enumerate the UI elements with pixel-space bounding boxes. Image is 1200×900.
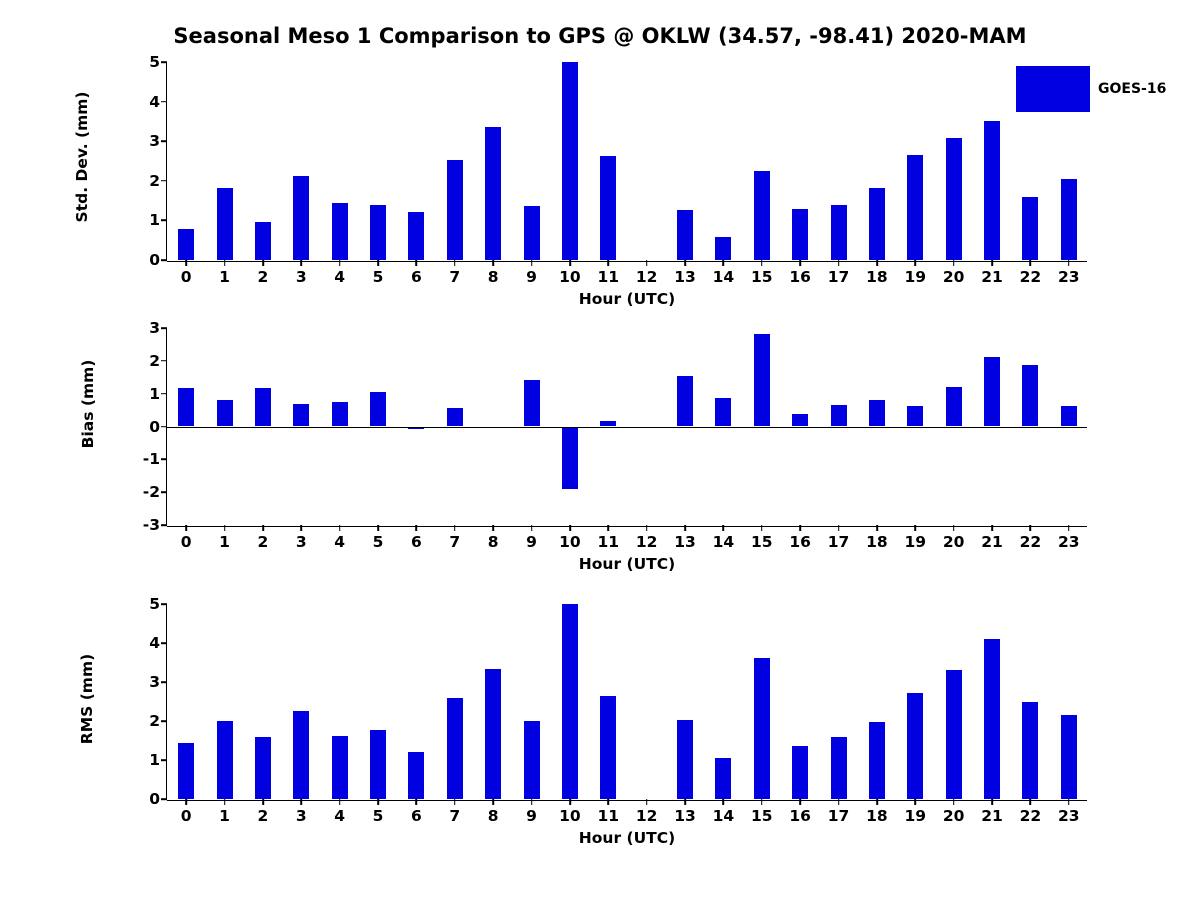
y-axis-label-bias: Bias (mm) (79, 359, 97, 449)
x-tick-label: 2 (257, 533, 269, 551)
bar (600, 696, 616, 799)
y-tick-label: 2 (149, 171, 160, 190)
x-tick-label: 2 (257, 807, 269, 825)
bar (754, 171, 770, 260)
x-tick-label: 2 (257, 268, 269, 286)
x-tick-label: 4 (334, 807, 346, 825)
y-tick-label: 4 (149, 634, 160, 652)
x-tick-mark (1068, 799, 1070, 805)
x-tick-mark (761, 799, 763, 805)
y-tick-mark (161, 491, 167, 493)
x-tick-mark (608, 799, 610, 805)
bar (869, 400, 885, 426)
x-tick-mark (684, 260, 686, 266)
x-tick-label: 15 (751, 268, 773, 286)
x-tick-mark (339, 799, 341, 805)
x-tick-label: 11 (597, 807, 620, 825)
x-tick-mark (339, 260, 341, 266)
x-tick-mark (416, 260, 418, 266)
x-tick-mark (838, 799, 840, 805)
bar (408, 212, 424, 260)
x-tick-mark (454, 799, 456, 805)
x-tick-mark (646, 525, 648, 531)
x-tick-label: 4 (334, 533, 346, 551)
bar (677, 210, 693, 260)
x-tick-label: 7 (449, 807, 461, 825)
bar (293, 711, 309, 799)
y-axis-label-rms: RMS (mm) (78, 653, 96, 745)
x-tick-label: 6 (411, 268, 422, 286)
bar (1022, 702, 1038, 799)
x-tick-mark (377, 260, 379, 266)
bar (332, 402, 348, 427)
x-tick-label: 6 (411, 533, 422, 551)
x-tick-mark (224, 799, 226, 805)
x-tick-label: 21 (981, 807, 1003, 825)
bar (562, 427, 578, 489)
bar (831, 405, 847, 426)
x-tick-label: 7 (449, 533, 461, 551)
bar (408, 752, 424, 799)
x-tick-mark (761, 260, 763, 266)
bar (217, 400, 233, 427)
x-tick-label: 8 (487, 807, 499, 825)
x-tick-mark (185, 799, 187, 805)
panel-std-dev (0, 0, 1200, 320)
x-tick-label: 5 (372, 807, 384, 825)
bar (370, 392, 386, 426)
x-tick-label: 1 (219, 807, 230, 825)
x-tick-label: 13 (674, 533, 696, 551)
x-tick-mark (454, 260, 456, 266)
x-tick-mark (185, 260, 187, 266)
x-tick-label: 20 (942, 533, 965, 551)
x-axis-rms (167, 800, 1087, 801)
x-tick-label: 23 (1058, 533, 1080, 551)
bar (754, 334, 770, 427)
panel-bias (0, 300, 1200, 600)
x-tick-mark (991, 260, 993, 266)
x-tick-mark (915, 525, 917, 531)
x-tick-label: 13 (674, 268, 696, 286)
y-tick-mark (161, 459, 167, 461)
y-tick-mark (161, 681, 167, 683)
x-tick-mark (492, 525, 494, 531)
x-tick-label: 1 (219, 533, 230, 551)
x-tick-mark (799, 799, 801, 805)
x-tick-label: 21 (981, 533, 1003, 551)
x-tick-mark (838, 525, 840, 531)
x-tick-label: 11 (597, 268, 620, 286)
bar (984, 639, 1000, 799)
x-tick-mark (224, 260, 226, 266)
y-tick-label: 1 (149, 211, 160, 230)
bar (255, 737, 271, 799)
bar (524, 206, 540, 260)
y-tick-label: 2 (149, 712, 160, 730)
x-tick-mark (723, 799, 725, 805)
x-tick-mark (416, 525, 418, 531)
bar (447, 408, 463, 427)
plot-area-rms (149, 595, 1087, 847)
bar (1022, 197, 1038, 260)
x-tick-mark (646, 260, 648, 266)
x-tick-mark (301, 525, 303, 531)
y-tick-label: 1 (149, 751, 160, 769)
y-tick-mark (161, 360, 167, 362)
bar (370, 205, 386, 260)
y-tick-mark (161, 720, 167, 722)
bar (1061, 179, 1077, 260)
bar (984, 357, 1000, 427)
x-tick-mark (876, 260, 878, 266)
bar (293, 176, 309, 260)
y-tick-label: 4 (149, 92, 160, 111)
x-axis-label-bias: Hour (UTC) (578, 555, 676, 573)
bar-series-rms (167, 604, 1087, 799)
x-tick-label: 3 (295, 807, 307, 825)
plot-area-bias (142, 319, 1087, 573)
x-tick-mark (684, 525, 686, 531)
x-tick-mark (531, 525, 533, 531)
x-tick-mark (377, 799, 379, 805)
x-tick-label: 0 (180, 533, 192, 551)
x-tick-label: 12 (635, 268, 658, 286)
x-tick-mark (377, 525, 379, 531)
bar (907, 155, 923, 260)
bar (524, 380, 540, 427)
x-tick-mark (301, 260, 303, 266)
y-tick-label: 5 (149, 595, 160, 613)
x-tick-label: 18 (866, 268, 888, 286)
bar (715, 398, 731, 427)
y-tick-mark (161, 259, 167, 261)
x-tick-label: 23 (1058, 807, 1080, 825)
x-tick-label: 14 (712, 533, 735, 551)
bar (907, 406, 923, 427)
bar (485, 127, 501, 260)
x-tick-label: 12 (635, 807, 658, 825)
y-tick-mark (161, 140, 167, 142)
bar (178, 743, 194, 799)
x-tick-label: 14 (712, 268, 735, 286)
x-tick-label: 12 (635, 533, 658, 551)
x-tick-label: 17 (827, 268, 850, 286)
y-tick-label: -2 (142, 483, 160, 502)
y-tick-label: 5 (149, 53, 160, 71)
x-tick-mark (531, 260, 533, 266)
x-tick-mark (953, 799, 955, 805)
x-tick-mark (761, 525, 763, 531)
bar (217, 721, 233, 799)
y-tick-label: 3 (149, 132, 160, 151)
x-tick-mark (339, 525, 341, 531)
x-tick-label: 18 (866, 533, 888, 551)
bar (178, 229, 194, 260)
y-tick-mark (161, 759, 167, 761)
x-tick-mark (1030, 799, 1032, 805)
x-tick-mark (723, 260, 725, 266)
x-tick-label: 23 (1058, 268, 1080, 286)
x-tick-label: 22 (1019, 807, 1042, 825)
x-tick-mark (915, 260, 917, 266)
x-tick-label: 7 (449, 268, 461, 286)
x-tick-label: 4 (334, 268, 346, 286)
bar (792, 746, 808, 799)
x-tick-label: 22 (1019, 533, 1042, 551)
x-tick-mark (301, 799, 303, 805)
y-tick-mark (161, 180, 167, 182)
x-tick-label: 22 (1019, 268, 1042, 286)
y-tick-mark (161, 642, 167, 644)
y-tick-label: 1 (149, 384, 160, 403)
x-tick-label: 17 (827, 533, 850, 551)
x-tick-mark (531, 799, 533, 805)
x-tick-mark (569, 525, 571, 531)
bar (524, 721, 540, 799)
x-tick-label: 9 (526, 268, 537, 286)
bar (178, 388, 194, 427)
bar (677, 720, 693, 799)
x-tick-label: 18 (866, 807, 888, 825)
x-tick-mark (646, 799, 648, 805)
x-tick-mark (991, 799, 993, 805)
x-tick-mark (838, 260, 840, 266)
x-tick-label: 0 (180, 807, 192, 825)
x-tick-mark (876, 799, 878, 805)
x-tick-mark (608, 525, 610, 531)
x-tick-label: 19 (904, 807, 927, 825)
x-tick-mark (876, 525, 878, 531)
y-tick-label: 0 (149, 790, 160, 808)
x-tick-label: 20 (942, 268, 965, 286)
bar (754, 658, 770, 799)
x-tick-mark (569, 260, 571, 266)
x-tick-mark (224, 525, 226, 531)
x-tick-label: 17 (827, 807, 850, 825)
y-tick-label: 3 (149, 319, 160, 337)
y-tick-mark (161, 61, 167, 63)
y-tick-mark (161, 524, 167, 526)
x-axis-label-std-dev: Hour (UTC) (578, 290, 676, 308)
bar (293, 404, 309, 426)
x-tick-mark (608, 260, 610, 266)
x-tick-label: 9 (526, 807, 537, 825)
x-tick-mark (991, 525, 993, 531)
x-tick-mark (569, 799, 571, 805)
y-tick-label: 0 (149, 417, 160, 436)
bar (447, 698, 463, 799)
y-tick-mark (161, 393, 167, 395)
x-tick-label: 10 (559, 807, 581, 825)
x-tick-label: 5 (372, 268, 384, 286)
bar (831, 737, 847, 799)
legend-swatch-goes16 (1016, 66, 1090, 112)
bar (831, 205, 847, 260)
bar-series-std-dev (167, 62, 1087, 260)
bar (485, 669, 501, 799)
y-tick-mark (161, 798, 167, 800)
x-tick-label: 8 (487, 268, 499, 286)
x-tick-mark (416, 799, 418, 805)
bar (677, 376, 693, 427)
zero-line (167, 427, 1087, 429)
x-tick-label: 14 (712, 807, 735, 825)
x-tick-label: 15 (751, 533, 773, 551)
y-tick-mark (161, 603, 167, 605)
x-tick-label: 19 (904, 268, 927, 286)
x-tick-label: 8 (487, 533, 499, 551)
x-tick-label: 15 (751, 807, 773, 825)
x-tick-mark (1030, 525, 1032, 531)
y-axis-label-std-dev: Std. Dev. (mm) (73, 91, 91, 223)
x-tick-label: 13 (674, 807, 696, 825)
legend-label-goes16: GOES-16 (1098, 81, 1167, 97)
bar (792, 209, 808, 260)
x-tick-mark (492, 260, 494, 266)
plot-area-std-dev (149, 53, 1087, 308)
y-tick-label: 2 (149, 351, 160, 370)
x-tick-label: 16 (789, 807, 811, 825)
y-tick-label: -3 (142, 516, 160, 534)
y-tick-label: -1 (142, 450, 160, 469)
bar (792, 414, 808, 426)
bar (715, 237, 731, 260)
x-tick-mark (492, 799, 494, 805)
x-tick-label: 20 (942, 807, 965, 825)
bar (447, 160, 463, 260)
bar (1061, 715, 1077, 799)
x-tick-label: 6 (411, 807, 422, 825)
bar (869, 722, 885, 799)
bar (907, 693, 923, 799)
x-tick-label: 16 (789, 268, 811, 286)
x-tick-mark (799, 525, 801, 531)
y-tick-label: 3 (149, 673, 160, 691)
bar (715, 758, 731, 799)
x-tick-label: 10 (559, 533, 581, 551)
x-tick-mark (723, 525, 725, 531)
bar (332, 736, 348, 799)
x-axis-label-rms: Hour (UTC) (578, 829, 676, 847)
bar (869, 188, 885, 260)
bar (946, 387, 962, 426)
page-title: Seasonal Meso 1 Comparison to GPS @ OKLW (34.57, -98.41) 2020-MAM (173, 24, 1027, 48)
bar (946, 138, 962, 260)
y-tick-mark (161, 220, 167, 222)
x-tick-mark (1068, 525, 1070, 531)
x-tick-mark (799, 260, 801, 266)
x-tick-mark (1068, 260, 1070, 266)
x-tick-label: 3 (295, 268, 307, 286)
x-tick-mark (185, 525, 187, 531)
bar (1061, 406, 1077, 427)
x-tick-mark (915, 799, 917, 805)
x-tick-mark (262, 799, 264, 805)
x-tick-mark (262, 260, 264, 266)
bar (255, 222, 271, 260)
bar (217, 188, 233, 260)
x-tick-mark (262, 525, 264, 531)
x-tick-label: 1 (219, 268, 230, 286)
panel-rms (0, 570, 1200, 890)
bar (255, 388, 271, 426)
bar (946, 670, 962, 799)
bar (1022, 365, 1038, 427)
x-tick-mark (684, 799, 686, 805)
bar (984, 121, 1000, 260)
x-tick-mark (454, 525, 456, 531)
x-tick-label: 21 (981, 268, 1003, 286)
y-tick-mark (161, 101, 167, 103)
x-axis-std-dev (167, 261, 1087, 262)
x-axis-bias (167, 526, 1087, 527)
bar (600, 156, 616, 260)
x-tick-label: 10 (559, 268, 581, 286)
x-tick-mark (1030, 260, 1032, 266)
bar (562, 604, 578, 799)
bar (332, 203, 348, 260)
x-tick-mark (953, 525, 955, 531)
y-tick-mark (161, 327, 167, 329)
legend (1016, 66, 1166, 112)
x-tick-label: 0 (180, 268, 192, 286)
x-tick-label: 5 (372, 533, 384, 551)
bar (370, 730, 386, 799)
x-tick-label: 9 (526, 533, 537, 551)
x-tick-label: 19 (904, 533, 927, 551)
x-tick-label: 16 (789, 533, 811, 551)
x-tick-label: 11 (597, 533, 620, 551)
x-tick-mark (953, 260, 955, 266)
x-tick-label: 3 (295, 533, 307, 551)
y-tick-label: 0 (149, 251, 160, 269)
bar (562, 62, 578, 260)
